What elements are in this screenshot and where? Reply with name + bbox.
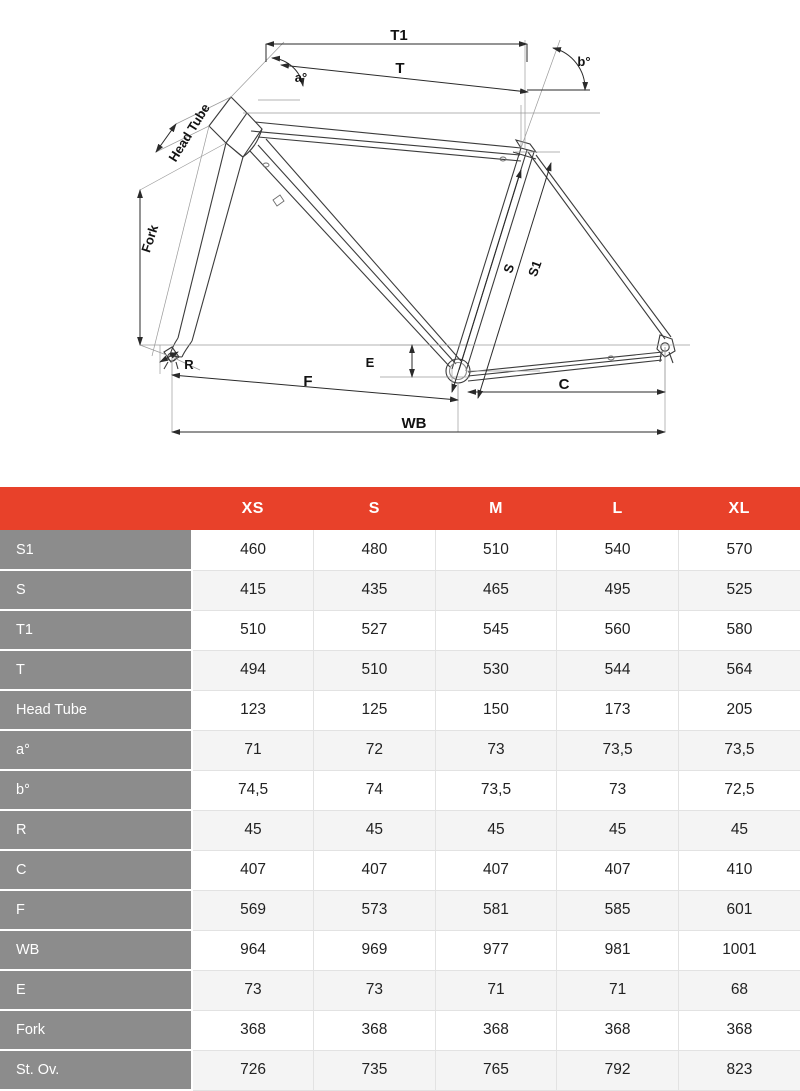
- frame-geometry-diagram: [0, 0, 800, 487]
- table-cell: 977: [435, 930, 557, 970]
- table-cell: 410: [678, 850, 800, 890]
- table-cell: 368: [435, 1010, 557, 1050]
- table-row: [0, 610, 800, 650]
- table-cell: 73: [557, 770, 679, 810]
- row-label: E: [0, 970, 192, 1010]
- table-cell: 435: [314, 570, 436, 610]
- table-cell: 581: [435, 890, 557, 930]
- table-cell: 415: [192, 570, 314, 610]
- table-cell: 726: [192, 1050, 314, 1090]
- table-cell: 73: [435, 730, 557, 770]
- table-row: [0, 810, 800, 850]
- row-label: R: [0, 810, 192, 850]
- table-row: [0, 890, 800, 930]
- table-cell: 580: [678, 610, 800, 650]
- label-r: R: [184, 357, 194, 372]
- table-row: [0, 970, 800, 1010]
- label-s: S: [500, 261, 518, 276]
- table-cell: 407: [192, 850, 314, 890]
- table-cell: 494: [192, 650, 314, 690]
- table-cell: 495: [557, 570, 679, 610]
- table-cell: 72,5: [678, 770, 800, 810]
- table-cell: 125: [314, 690, 436, 730]
- row-label: S: [0, 570, 192, 610]
- table-row: [0, 850, 800, 890]
- geometry-table: [0, 487, 800, 1091]
- rear-dropout-shape: [657, 335, 675, 363]
- row-label: Head Tube: [0, 690, 192, 730]
- fork-shape: [164, 143, 243, 369]
- row-label: S1: [0, 530, 192, 570]
- table-cell: 460: [192, 530, 314, 570]
- frame-drawing: [0, 0, 800, 487]
- row-label: T: [0, 650, 192, 690]
- table-cell: 792: [557, 1050, 679, 1090]
- construction-lines: [140, 40, 690, 432]
- table-cell: 544: [557, 650, 679, 690]
- table-cell: 73,5: [435, 770, 557, 810]
- table-cell: 71: [192, 730, 314, 770]
- table-cell: 73,5: [678, 730, 800, 770]
- table-corner-cell: [0, 487, 192, 530]
- label-t1: T1: [390, 27, 408, 44]
- table-cell: 823: [678, 1050, 800, 1090]
- table-header-row: [0, 487, 800, 530]
- table-cell: 465: [435, 570, 557, 610]
- seat-stay-shape: [528, 152, 671, 339]
- table-cell: 73,5: [557, 730, 679, 770]
- table-cell: 73: [314, 970, 436, 1010]
- label-wb: WB: [401, 415, 427, 432]
- table-cell: 1001: [678, 930, 800, 970]
- table-cell: 981: [557, 930, 679, 970]
- table-cell: 68: [678, 970, 800, 1010]
- column-header-m: M: [435, 487, 557, 530]
- top-tube-shape: [251, 122, 521, 161]
- table-row: [0, 930, 800, 970]
- label-t: T: [395, 60, 405, 77]
- table-cell: 368: [192, 1010, 314, 1050]
- table-cell: 173: [557, 690, 679, 730]
- table-cell: 45: [314, 810, 436, 850]
- table-cell: 765: [435, 1050, 557, 1090]
- table-cell: 569: [192, 890, 314, 930]
- table-cell: 74,5: [192, 770, 314, 810]
- column-header-s: S: [314, 487, 436, 530]
- label-c: C: [558, 376, 570, 393]
- column-header-xs: XS: [192, 487, 314, 530]
- table-cell: 510: [192, 610, 314, 650]
- table-row: [0, 1050, 800, 1090]
- table-cell: 735: [314, 1050, 436, 1090]
- table-cell: 601: [678, 890, 800, 930]
- table-cell: 368: [557, 1010, 679, 1050]
- column-header-xl: XL: [678, 487, 800, 530]
- row-label: St. Ov.: [0, 1050, 192, 1090]
- row-label: Fork: [0, 1010, 192, 1050]
- table-cell: 150: [435, 690, 557, 730]
- label-f: F: [303, 373, 313, 390]
- table-cell: 407: [314, 850, 436, 890]
- table-cell: 74: [314, 770, 436, 810]
- table-cell: 123: [192, 690, 314, 730]
- table-cell: 45: [678, 810, 800, 850]
- table-cell: 525: [678, 570, 800, 610]
- table-cell: 45: [557, 810, 679, 850]
- row-label: T1: [0, 610, 192, 650]
- table-row: [0, 730, 800, 770]
- row-label: C: [0, 850, 192, 890]
- table-cell: 964: [192, 930, 314, 970]
- label-head-tube: Head Tube: [165, 100, 213, 165]
- table-header: [0, 487, 800, 530]
- table-cell: 407: [435, 850, 557, 890]
- table-cell: 45: [192, 810, 314, 850]
- table-cell: 205: [678, 690, 800, 730]
- table-cell: 368: [678, 1010, 800, 1050]
- table-cell: 510: [435, 530, 557, 570]
- table-cell: 368: [314, 1010, 436, 1050]
- table-row: [0, 770, 800, 810]
- table-cell: 540: [557, 530, 679, 570]
- table-cell: 530: [435, 650, 557, 690]
- table-cell: 527: [314, 610, 436, 650]
- table-cell: 480: [314, 530, 436, 570]
- down-tube-shape: [250, 139, 461, 367]
- table-body: [0, 530, 800, 1090]
- table-cell: 573: [314, 890, 436, 930]
- label-fork: Fork: [138, 222, 162, 255]
- row-label: a°: [0, 730, 192, 770]
- label-e: E: [365, 355, 375, 370]
- table-cell: 72: [314, 730, 436, 770]
- table-row: [0, 1010, 800, 1050]
- label-a-angle: a°: [294, 70, 308, 85]
- label-b-angle: b°: [577, 54, 591, 69]
- table-cell: 570: [678, 530, 800, 570]
- column-header-l: L: [557, 487, 679, 530]
- table-cell: 585: [557, 890, 679, 930]
- label-s1: S1: [525, 258, 545, 279]
- table-cell: 71: [557, 970, 679, 1010]
- row-label: WB: [0, 930, 192, 970]
- table-cell: 545: [435, 610, 557, 650]
- table-row: [0, 530, 800, 570]
- row-label: F: [0, 890, 192, 930]
- table-cell: 407: [557, 850, 679, 890]
- table-row: [0, 650, 800, 690]
- table-row: [0, 690, 800, 730]
- table-row: [0, 570, 800, 610]
- row-label: b°: [0, 770, 192, 810]
- table-cell: 560: [557, 610, 679, 650]
- table-cell: 969: [314, 930, 436, 970]
- dimension-lines: [140, 44, 665, 432]
- table-cell: 71: [435, 970, 557, 1010]
- table-cell: 45: [435, 810, 557, 850]
- braze-on-details: [263, 157, 614, 360]
- table-cell: 73: [192, 970, 314, 1010]
- table-cell: 564: [678, 650, 800, 690]
- table-cell: 510: [314, 650, 436, 690]
